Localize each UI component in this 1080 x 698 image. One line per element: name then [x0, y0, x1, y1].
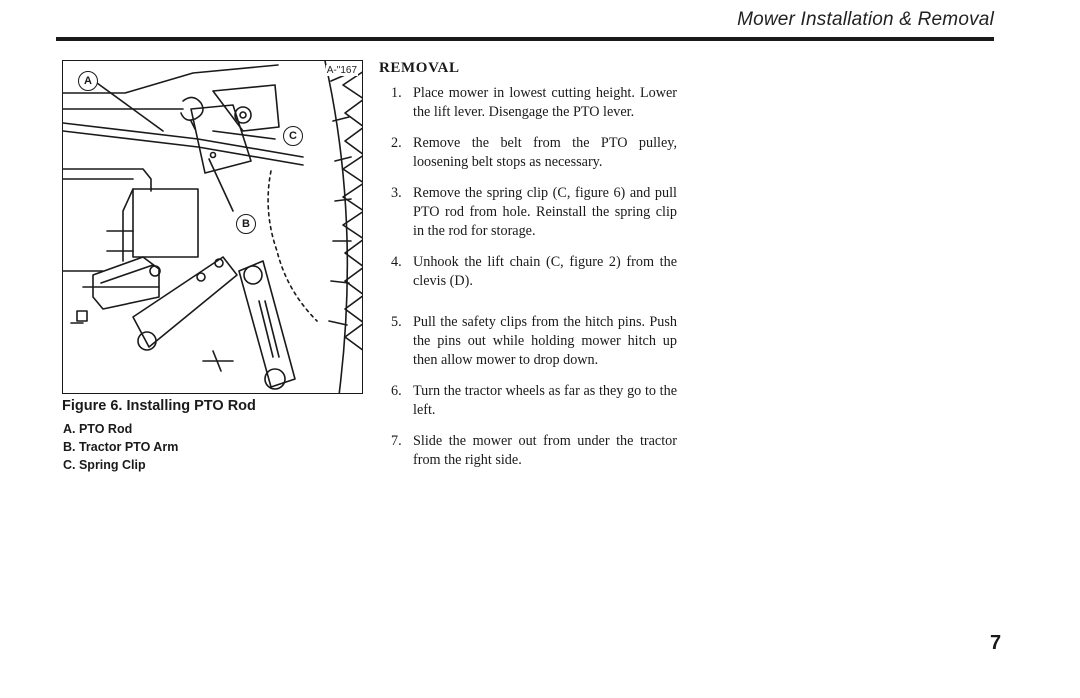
- step-text: Slide the mower out from under the tractor from the right side.: [413, 433, 677, 468]
- step-item: [391, 184, 677, 241]
- step-text: Pull the safety clips from the hitch pins. Push the pins out while holding mower hitch up then allow mower to drop down.: [413, 314, 677, 368]
- section-title: REMOVAL: [379, 60, 460, 76]
- step-item: [391, 382, 677, 420]
- step-item: [391, 313, 677, 370]
- legend-item: C. Spring Clip: [63, 458, 146, 472]
- step-item: [391, 253, 677, 291]
- step-text: Remove the belt from the PTO pulley, loosening belt stops as necessary.: [413, 135, 677, 170]
- step-item: [391, 134, 677, 172]
- step-item: [391, 84, 677, 122]
- figure-caption: Figure 6. Installing PTO Rod: [62, 398, 256, 414]
- legend-item: B. Tractor PTO Arm: [63, 440, 179, 454]
- removal-steps: [391, 84, 677, 470]
- header-rule: [56, 37, 994, 41]
- figure-illustration: [62, 60, 363, 394]
- page-header-title: Mower Installation & Removal: [737, 9, 994, 30]
- step-item: [391, 432, 677, 470]
- legend-item: A. PTO Rod: [63, 422, 133, 436]
- step-number: 6.: [391, 383, 402, 399]
- step-text: Place mower in lowest cutting height. Lower the lift lever. Disengage the PTO lever.: [413, 85, 677, 120]
- step-number: 2.: [391, 135, 402, 151]
- step-number: 4.: [391, 254, 402, 270]
- callout-a: A: [78, 71, 98, 91]
- step-text: Unhook the lift chain (C, figure 2) from the clevis (D).: [413, 254, 677, 289]
- callout-b: B: [236, 214, 256, 234]
- step-number: 1.: [391, 85, 402, 101]
- step-text: Turn the tractor wheels as far as they go to the left.: [413, 383, 677, 418]
- callout-c: C: [283, 126, 303, 146]
- step-text: Remove the spring clip (C, figure 6) and pull PTO rod from hole. Reinstall the spring clip in the rod for storage.: [413, 185, 677, 239]
- step-number: 5.: [391, 314, 402, 330]
- figure-legend: [63, 420, 178, 474]
- page-number: 7: [990, 632, 1002, 654]
- pto-rod-drawing: [63, 61, 363, 394]
- step-number: 7.: [391, 433, 402, 449]
- figure-id-label: A-"167: [326, 65, 357, 76]
- step-number: 3.: [391, 185, 402, 201]
